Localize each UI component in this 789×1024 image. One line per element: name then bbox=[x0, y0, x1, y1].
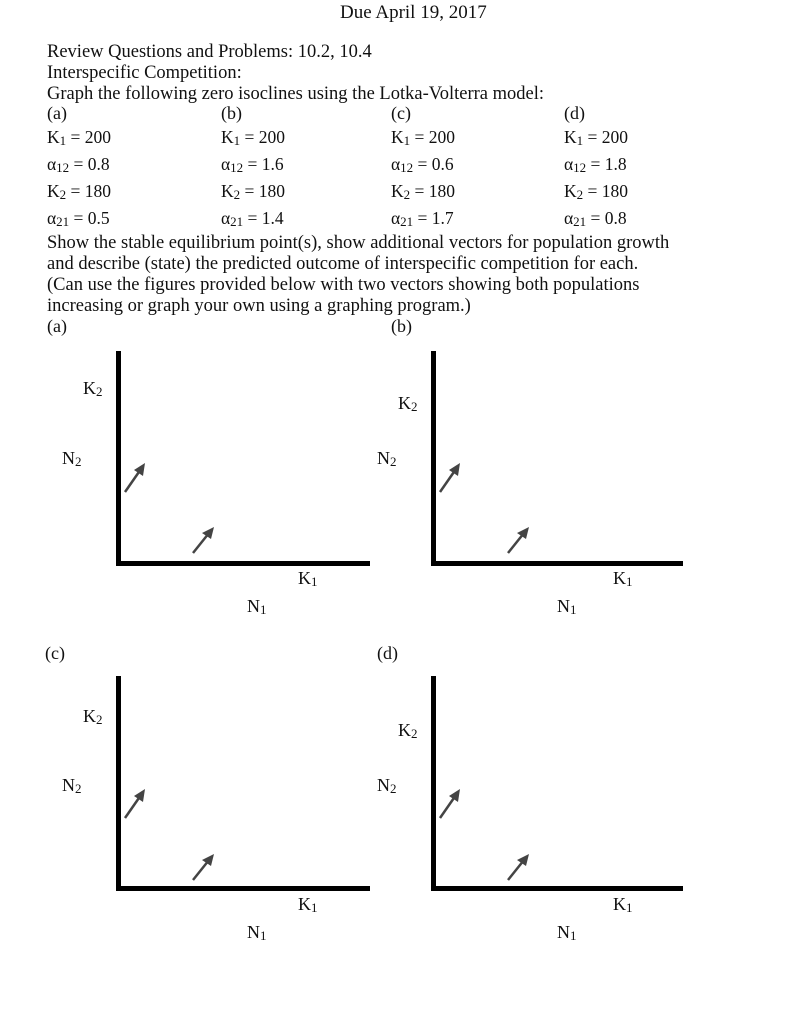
k2-label: K2 bbox=[398, 393, 418, 414]
param-a21-b: α21 = 1.4 bbox=[221, 208, 284, 229]
param-label-d: (d) bbox=[564, 103, 585, 123]
task-line: Graph the following zero isoclines using the Lotka-Volterra model: bbox=[47, 84, 544, 104]
growth-arrow-icon bbox=[122, 788, 148, 820]
k2-label: K2 bbox=[398, 720, 418, 741]
growth-arrow-icon bbox=[437, 462, 463, 494]
y-axis bbox=[116, 351, 121, 566]
instruction-line-4: increasing or graph your own using a graphing program.) bbox=[47, 296, 471, 316]
n2-label: N2 bbox=[377, 775, 397, 796]
n1-label: N1 bbox=[557, 596, 577, 617]
due-date: Due April 19, 2017 bbox=[340, 2, 487, 23]
growth-arrow-icon bbox=[190, 525, 216, 555]
x-axis bbox=[116, 561, 370, 566]
n1-label: N1 bbox=[247, 922, 267, 943]
param-a21-a: α21 = 0.5 bbox=[47, 208, 110, 229]
param-k2-c: K2 = 180 bbox=[391, 181, 456, 202]
param-k2-b: K2 = 180 bbox=[221, 181, 286, 202]
param-k1-d: K1 = 200 bbox=[564, 127, 629, 148]
y-axis bbox=[431, 676, 436, 891]
graph-label-a: (a) bbox=[47, 316, 67, 336]
growth-arrow-icon bbox=[122, 462, 148, 494]
k1-label: K1 bbox=[298, 568, 318, 589]
param-k1-c: K1 = 200 bbox=[391, 127, 456, 148]
param-a12-a: α12 = 0.8 bbox=[47, 154, 110, 175]
x-axis bbox=[431, 886, 683, 891]
param-label-b: (b) bbox=[221, 103, 242, 123]
graph-label-b: (b) bbox=[391, 316, 412, 336]
instruction-line-3: (Can use the figures provided below with two vectors showing both populations bbox=[47, 275, 640, 295]
n1-label: N1 bbox=[557, 922, 577, 943]
n2-label: N2 bbox=[62, 775, 82, 796]
y-axis bbox=[431, 351, 436, 566]
k2-label: K2 bbox=[83, 378, 103, 399]
param-k1-b: K1 = 200 bbox=[221, 127, 286, 148]
growth-arrow-icon bbox=[505, 525, 531, 555]
x-axis bbox=[116, 886, 370, 891]
param-k2-d: K2 = 180 bbox=[564, 181, 629, 202]
k1-label: K1 bbox=[613, 894, 633, 915]
graph-label-d: (d) bbox=[377, 643, 398, 663]
n2-label: N2 bbox=[62, 448, 82, 469]
param-label-a: (a) bbox=[47, 103, 67, 123]
param-k1-a: K1 = 200 bbox=[47, 127, 112, 148]
graph-label-c: (c) bbox=[45, 643, 65, 663]
param-a21-c: α21 = 1.7 bbox=[391, 208, 454, 229]
param-a12-c: α12 = 0.6 bbox=[391, 154, 454, 175]
instruction-line-2: and describe (state) the predicted outcome of interspecific competition for each. bbox=[47, 254, 639, 274]
instruction-line-1: Show the stable equilibrium point(s), show additional vectors for population growth bbox=[47, 233, 670, 253]
k2-label: K2 bbox=[83, 706, 103, 727]
topic-line: Interspecific Competition: bbox=[47, 63, 242, 83]
x-axis bbox=[431, 561, 683, 566]
review-line: Review Questions and Problems: 10.2, 10.4 bbox=[47, 42, 372, 62]
k1-label: K1 bbox=[613, 568, 633, 589]
growth-arrow-icon bbox=[505, 852, 531, 882]
param-label-c: (c) bbox=[391, 103, 411, 123]
param-a21-d: α21 = 0.8 bbox=[564, 208, 627, 229]
growth-arrow-icon bbox=[437, 788, 463, 820]
param-a12-d: α12 = 1.8 bbox=[564, 154, 627, 175]
n2-label: N2 bbox=[377, 448, 397, 469]
k1-label: K1 bbox=[298, 894, 318, 915]
n1-label: N1 bbox=[247, 596, 267, 617]
param-k2-a: K2 = 180 bbox=[47, 181, 112, 202]
param-a12-b: α12 = 1.6 bbox=[221, 154, 284, 175]
growth-arrow-icon bbox=[190, 852, 216, 882]
y-axis bbox=[116, 676, 121, 891]
